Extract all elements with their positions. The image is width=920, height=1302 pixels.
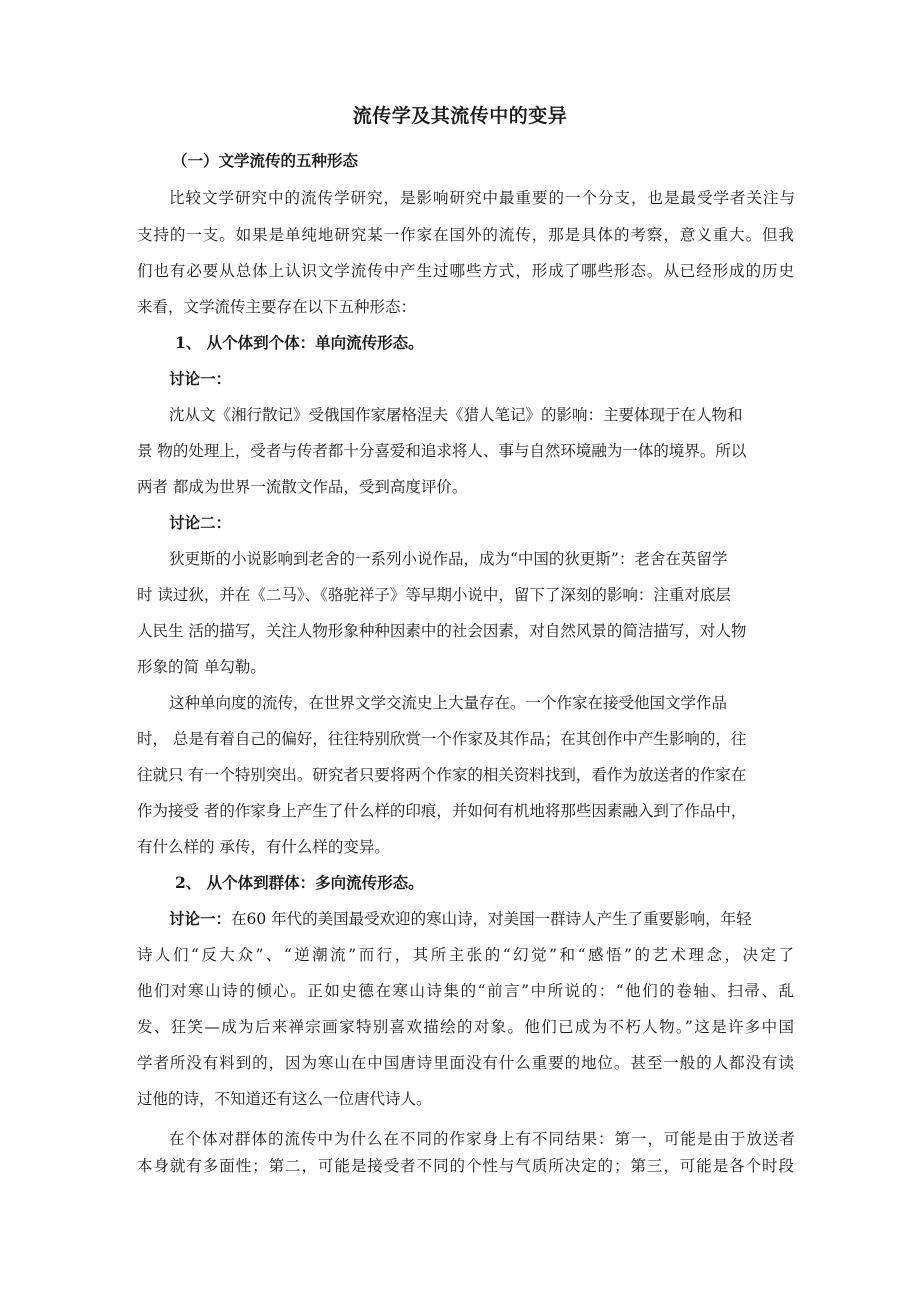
discussion3-line-5: 学者所没有料到的，因为寒山在中国唐诗里面没有什么重要的地位。甚至一般的人都没有读: [137, 1054, 794, 1072]
discussion2-line-3: 人民生 活的描写，关注人物形象种种因素中的社会因素，对自然风景的简洁描写，对人物: [137, 622, 747, 640]
form1-heading: 1、 从个体到个体：单向流传形态。: [175, 333, 424, 352]
summary1-line-3: 往就只 有一个特别突出。研究者只要将两个作家的相关资料找到，看作为放送者的作家在: [137, 766, 747, 784]
discussion2-label: 讨论二：: [169, 513, 232, 532]
intro-line-4: 来看，文学流传主要存在以下五种形态：: [137, 298, 417, 316]
summary1-line-4: 作为接受 者的作家身上产生了什么样的印痕，并如何有机地将那些因素融入到了作品中，: [137, 802, 747, 820]
summary1-line-1: 这种单向度的流传，在世界文学交流史上大量存在。一个作家在接受他国文学作品: [169, 694, 728, 712]
form2-heading: 2、 从个体到群体：多向流传形态。: [175, 873, 424, 892]
summary2-line-2: 本身就有多面性；第二，可能是接受者不同的个性与气质所决定的；第三，可能是各个时段: [137, 1157, 794, 1175]
discussion1-label: 讨论一：: [169, 369, 232, 388]
discussion3-line-6: 过他的诗，不知道还有这么一位唐代诗人。: [137, 1090, 432, 1108]
summary1-line-2: 时， 总是有着自己的偏好，往往特别欣赏一个作家及其作品；在其创作中产生影响的，往: [137, 730, 747, 748]
discussion3-line-4: 发、狂笑—成为后来禅宗画家特别喜欢描绘的对象。他们已成为不朽人物。”这是许多中国: [137, 1018, 794, 1036]
discussion2-line-4: 形象的简 单勾勒。: [137, 658, 266, 676]
discussion3-label: 讨论一：: [169, 909, 232, 928]
discussion3-line-2: 诗人们“反大众”、“逆潮流”而行，其所主张的“幻觉”和“感悟”的艺术理念，决定了: [137, 946, 794, 964]
discussion3-line-1: [169, 908, 752, 930]
discussion2-line-2: 时 读过狄，并在《二马》、《骆驼祥子》等早期小说中，留下了深刻的影响：注重对底层: [137, 586, 731, 604]
discussion3-line-3: 他们对寒山诗的倾心。正如史德在寒山诗集的“前言”中所说的：“他们的卷轴、扫帚、乱: [137, 982, 794, 1000]
discussion2-line-1: 狄更斯的小说影响到老舍的一系列小说作品，成为“中国的狄更斯”：老舍在英留学: [169, 550, 728, 568]
document-title: 流传学及其流传中的变异: [352, 105, 568, 127]
intro-line-3: 们也有必要从总体上认识文学流传中产生过哪些方式，形成了哪些形态。从已经形成的历史: [137, 262, 794, 280]
discussion3-first-line: 在60 年代的美国最受欢迎的寒山诗，对美国一群诗人产生了重要影响，年轻: [231, 910, 752, 928]
intro-line-1: 比较文学研究中的流传学研究，是影响研究中最重要的一个分支，也是最受学者关注与: [169, 189, 795, 207]
discussion1-line-3: 两者 都成为世界一流散文作品，受到高度评价。: [137, 478, 468, 496]
summary2-line-1: 在个体对群体的流传中为什么在不同的作家身上有不同结果：第一，可能是由于放送者: [169, 1130, 795, 1148]
section-heading: （一）文学流传的五种形态: [172, 151, 359, 170]
summary1-line-5: 有什么样的 承传，有什么样的变异。: [137, 838, 390, 856]
discussion1-line-2: 景 物的处理上，受者与传者都十分喜爱和追求将人、事与自然环境融为一体的境界。所以: [137, 442, 747, 460]
intro-line-2: 支持的一支。如果是单纯地研究某一作家在国外的流传，那是具体的考察，意义重大。但我: [137, 226, 794, 244]
discussion1-line-1: 沈从文《湘行散记》受俄国作家屠格涅夫《猎人笔记》的影响：主要体现于在人物和: [169, 406, 743, 424]
